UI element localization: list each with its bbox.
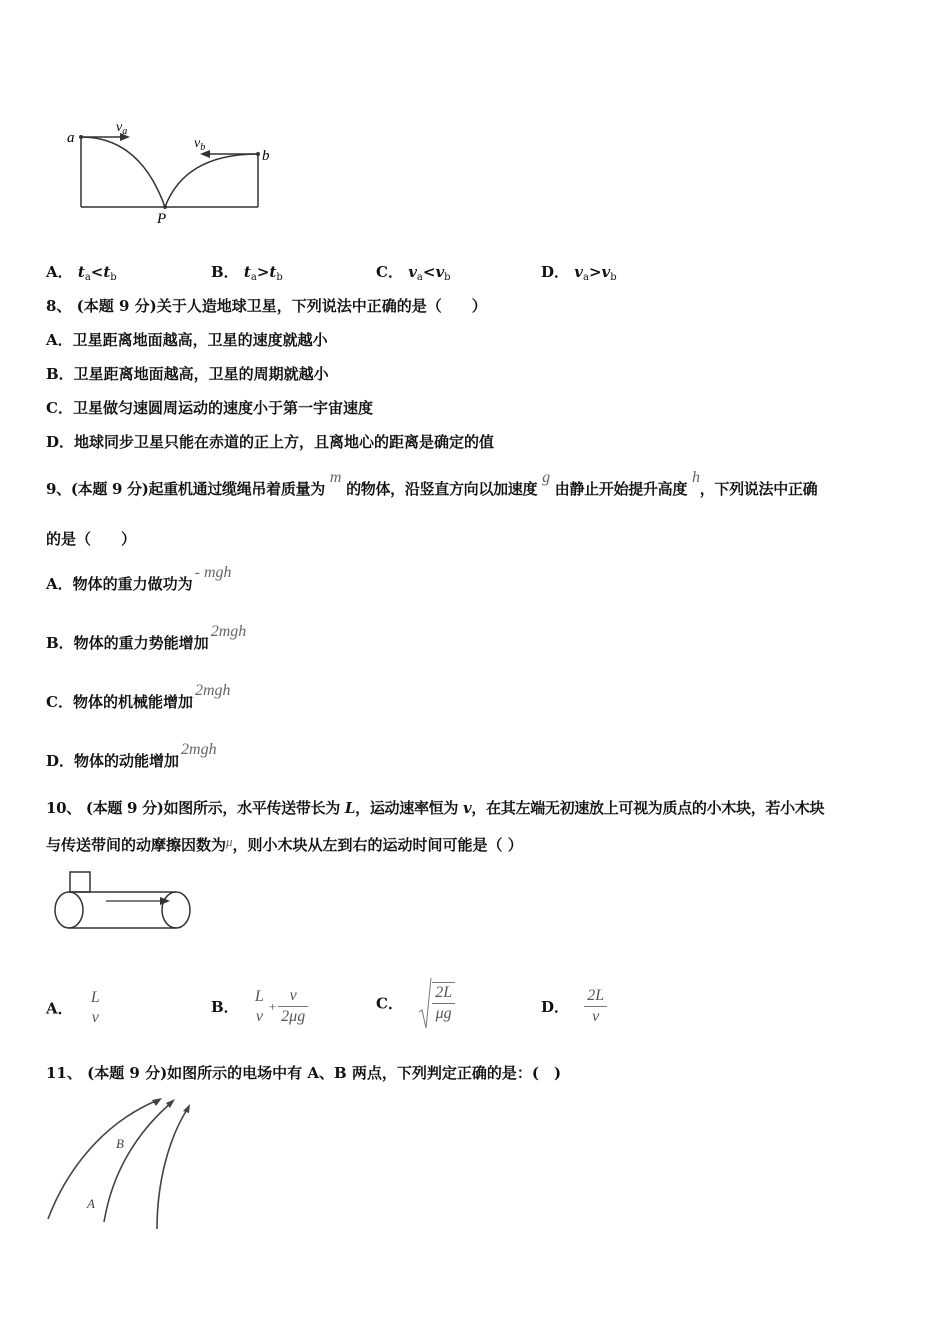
point-a-label: a — [67, 130, 75, 146]
trajectory-figure — [60, 110, 290, 230]
q7-option-b[interactable]: B． $t_a>t_b$ — [211, 263, 283, 283]
q8-option-d[interactable]: D．地球同步卫星只能在赤道的正上方，且离地心的距离是确定的值 — [46, 433, 495, 451]
q11-stem: 11、 (本题 9 分)如图所示的电场中有 A、B 两点，下列判定正确的是：( ) — [46, 1064, 562, 1082]
q8-option-b[interactable]: B．卫星距离地面越高，卫星的周期就越小 — [46, 365, 329, 383]
q10-option-a[interactable]: A． L v — [46, 989, 100, 1026]
q10-stem-line1: 10、 (本题 9 分)如图所示，水平传送带长为 L，运动速率恒为 v，在其左端无初速放上可视为质点的小木块，若小木块 — [46, 799, 825, 817]
q7-option-a[interactable]: A． $t_a<t_b$ — [46, 263, 117, 283]
point-p-label: P — [157, 211, 167, 227]
q9-option-d[interactable]: D．物体的动能增加2mgh — [46, 741, 217, 770]
q9-stem-line1: 9、(本题 9 分)起重机通过缆绳吊着质量为 m 的物体，沿竖直方向以加速度 g 由静止开始提升高度 h，下列说法中正确 — [46, 469, 818, 498]
conveyor-belt-figure — [48, 868, 198, 934]
point-b-field-label: B — [116, 1136, 124, 1151]
q8-option-c[interactable]: C．卫星做匀速圆周运动的速度小于第一宇宙速度 — [46, 399, 373, 417]
q8-option-a[interactable]: A．卫星距离地面越高，卫星的速度就越小 — [46, 331, 328, 349]
q10-option-b[interactable]: B． L v + $\frac{v}{2\mu g}$ — [211, 986, 308, 1027]
q8-stem: 8、 (本题 9 分)关于人造地球卫星，下列说法中正确的是（ ） — [46, 297, 487, 315]
sqrt-icon — [418, 976, 432, 1030]
q7-option-c[interactable]: C． $v_a<v_b$ — [376, 263, 451, 283]
point-b-label: b — [262, 148, 270, 164]
q10-option-d[interactable]: D． $\frac{2L}{v}$ — [541, 986, 607, 1027]
electric-field-figure — [40, 1094, 200, 1234]
q10-stem-line2: 与传送带间的动摩擦因数为μ，则小木块从左到右的运动时间可能是（ ） — [46, 834, 523, 854]
q7-option-d[interactable]: D． $v_a>v_b$ — [541, 263, 617, 283]
q9-stem-line2: 的是（ ） — [46, 530, 137, 548]
q10-option-c[interactable]: C． $\frac{2L}{\mu g}$ — [376, 976, 455, 1030]
q9-option-b[interactable]: B．物体的重力势能增加2mgh — [46, 623, 247, 652]
q9-option-a[interactable]: A．物体的重力做功为- mgh — [46, 564, 232, 593]
q9-option-c[interactable]: C．物体的机械能增加2mgh — [46, 682, 231, 711]
velocity-a-label: $v_a$ — [116, 120, 128, 137]
velocity-b-label: $v_b$ — [194, 136, 206, 153]
point-a-field-label: A — [87, 1196, 95, 1211]
